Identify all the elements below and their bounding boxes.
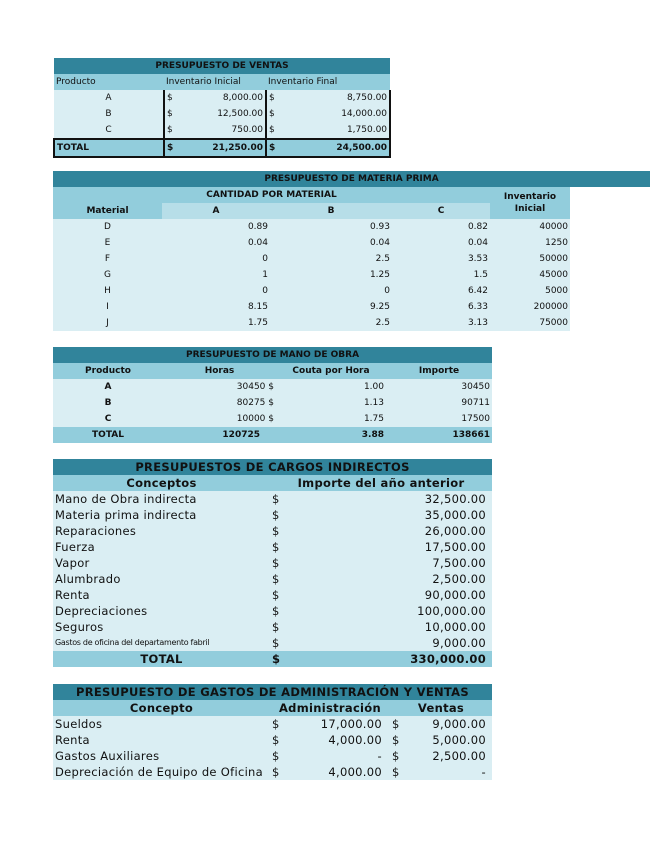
col-header: Administración xyxy=(278,701,381,715)
col-header: Importe del año anterior xyxy=(297,476,465,490)
concepto-cell: Sueldos xyxy=(55,717,103,731)
empty-cell xyxy=(570,267,650,283)
total-label: TOTAL xyxy=(140,652,183,666)
currency: $ xyxy=(392,733,400,747)
currency: $ xyxy=(272,636,280,650)
cargos-row xyxy=(53,523,492,539)
producto-cell: B xyxy=(104,398,112,408)
cargos-total-row xyxy=(53,651,492,667)
empty-cell xyxy=(570,315,650,331)
amount-cell: 17,500.00 xyxy=(424,540,487,554)
ventas-cell: - xyxy=(481,765,486,779)
material-cell: G xyxy=(104,270,111,280)
empty-cell xyxy=(570,251,650,267)
materia-row xyxy=(53,299,650,315)
cargos-row xyxy=(53,507,492,523)
col-header: Conceptos xyxy=(126,476,197,490)
cargos-row xyxy=(53,571,492,587)
value-cell: 9.25 xyxy=(369,302,390,312)
concepto-cell: Renta xyxy=(55,733,90,747)
horas-cell: 30450 $ xyxy=(236,382,274,392)
ventas-row xyxy=(54,122,390,139)
value-cell: 0 xyxy=(384,286,390,296)
empty-cell xyxy=(570,235,650,251)
amount-cell: 90,000.00 xyxy=(424,588,487,602)
mano-row xyxy=(53,395,492,411)
importe-cell: 30450 xyxy=(461,382,491,392)
amount-cell: 7,500.00 xyxy=(432,556,487,570)
total-fin: $ 24,500.00 xyxy=(266,139,390,157)
concepto-cell: Mano de Obra indirecta xyxy=(55,492,197,506)
inv-inicial-cell: $ 12,500.00 xyxy=(164,106,266,122)
materia-table xyxy=(53,171,650,331)
materia-row xyxy=(53,219,650,235)
gastos-row xyxy=(53,748,492,764)
value-cell: 45000 xyxy=(539,270,568,280)
col-header: Producto xyxy=(56,77,96,87)
currency: $ xyxy=(272,492,280,506)
ventas-table xyxy=(53,58,391,158)
total-amount: 330,000.00 xyxy=(410,652,487,666)
concepto-cell: Fuerza xyxy=(55,540,95,554)
col-header: A xyxy=(162,203,270,219)
currency: $ xyxy=(272,540,280,554)
amount-cell: 100,000.00 xyxy=(417,604,487,618)
horas-cell: 10000 $ xyxy=(236,414,274,424)
amount-cell: 10,000.00 xyxy=(424,620,487,634)
cargos-row xyxy=(53,619,492,635)
cargos-table xyxy=(53,459,492,667)
cuota-cell: 1.75 xyxy=(363,414,384,424)
concepto-cell: Gastos Auxiliares xyxy=(55,749,160,763)
empty-cell xyxy=(570,219,650,235)
value-cell: 0.04 xyxy=(247,238,268,248)
admin-cell: - xyxy=(377,749,382,763)
amount-cell: 35,000.00 xyxy=(424,508,487,522)
empty-cell xyxy=(570,299,650,315)
material-cell: H xyxy=(104,286,111,296)
currency: $ xyxy=(272,588,280,602)
col-header: B xyxy=(270,203,392,219)
horas-cell: 80275 $ xyxy=(236,398,274,408)
amount-cell: 9,000.00 xyxy=(432,636,487,650)
admin-cell: 17,000.00 xyxy=(320,717,382,731)
cargos-row xyxy=(53,555,492,571)
cargos-row xyxy=(53,635,492,651)
ventas-cell: 9,000.00 xyxy=(432,717,486,731)
concepto-cell: Renta xyxy=(55,588,90,602)
ventas-cell: 5,000.00 xyxy=(432,733,486,747)
ventas-total-row xyxy=(54,139,390,157)
currency: $ xyxy=(272,765,280,779)
gastos-title: PRESUPUESTO DE GASTOS DE ADMINISTRACIÓN Y VENTAS xyxy=(53,684,492,700)
cargos-row xyxy=(53,539,492,555)
gastos-table xyxy=(53,684,492,780)
value-cell: 8.15 xyxy=(247,302,268,312)
value-cell: 50000 xyxy=(539,254,568,264)
inv-final-cell: $ 14,000.00 xyxy=(266,106,390,122)
cargos-row xyxy=(53,587,492,603)
currency: $ xyxy=(272,572,280,586)
ventas-cell: 2,500.00 xyxy=(432,749,486,763)
mano-row xyxy=(53,411,492,427)
materia-row xyxy=(53,283,650,299)
cuota-cell: 1.13 xyxy=(363,398,384,408)
materia-row xyxy=(53,267,650,283)
value-cell: 1.5 xyxy=(473,270,488,280)
total-cuota: 3.88 xyxy=(361,430,384,440)
currency: $ xyxy=(272,717,280,731)
gastos-row xyxy=(53,716,492,732)
value-cell: 0.04 xyxy=(369,238,390,248)
currency: $ xyxy=(272,652,281,666)
currency: $ xyxy=(392,749,400,763)
total-horas: 120725 xyxy=(222,430,260,440)
col-header: Ventas xyxy=(417,701,465,715)
material-cell: E xyxy=(104,238,111,248)
importe-cell: 17500 xyxy=(461,414,491,424)
admin-cell: 4,000.00 xyxy=(328,765,382,779)
total-importe: 138661 xyxy=(452,430,491,440)
value-cell: 0.89 xyxy=(247,222,268,232)
cuota-cell: 1.00 xyxy=(363,382,384,392)
producto-cell: B xyxy=(105,109,112,119)
currency: $ xyxy=(272,620,280,634)
total-label: TOTAL xyxy=(54,139,164,157)
value-cell: 40000 xyxy=(539,222,568,232)
currency: $ xyxy=(392,717,400,731)
value-cell: 0.82 xyxy=(467,222,488,232)
concepto-cell: Seguros xyxy=(55,620,104,634)
mano-table xyxy=(53,347,492,443)
currency: $ xyxy=(272,604,280,618)
concepto-cell: Alumbrado xyxy=(55,572,121,586)
col-header: C xyxy=(392,203,490,219)
value-cell: 1 xyxy=(262,270,268,280)
concepto-cell: Depreciación de Equipo de Oficina xyxy=(55,765,263,779)
mano-title: PRESUPUESTO DE MANO DE OBRA xyxy=(53,347,492,363)
col-header: Material xyxy=(53,203,162,219)
value-cell: 0.04 xyxy=(467,238,488,248)
group-header: CANTIDAD POR MATERIAL xyxy=(53,187,490,203)
total-ini: $ 21,250.00 xyxy=(164,139,266,157)
ventas-row xyxy=(54,106,390,122)
value-cell: 3.53 xyxy=(467,254,488,264)
value-cell: 3.13 xyxy=(467,318,488,328)
gastos-row xyxy=(53,764,492,780)
currency: $ xyxy=(272,556,280,570)
concepto-cell: Gastos de oficina del departamento fabril xyxy=(55,638,210,647)
value-cell: 6.42 xyxy=(467,286,488,296)
value-cell: 1250 xyxy=(545,238,568,248)
currency: $ xyxy=(272,733,280,747)
materia-title: PRESUPUESTO DE MATERIA PRIMA xyxy=(53,171,650,187)
col-header: Producto xyxy=(85,366,131,376)
amount-cell: 2,500.00 xyxy=(432,572,487,586)
inv-final-cell: $ 8,750.00 xyxy=(266,90,390,106)
currency: $ xyxy=(392,765,400,779)
material-cell: I xyxy=(106,302,109,312)
col-header: Inventario Inicial xyxy=(166,77,241,87)
materia-row xyxy=(53,251,650,267)
value-cell: 6.33 xyxy=(467,302,488,312)
amount-cell: 32,500.00 xyxy=(424,492,487,506)
inv-final-cell: $ 1,750.00 xyxy=(266,122,390,139)
currency: $ xyxy=(272,749,280,763)
cargos-row xyxy=(53,491,492,507)
materia-row xyxy=(53,235,650,251)
concepto-cell: Materia prima indirecta xyxy=(55,508,197,522)
col-header: Inventario Final xyxy=(268,77,338,87)
mano-total-row xyxy=(53,427,492,443)
material-cell: F xyxy=(104,254,111,264)
cargos-title: PRESUPUESTOS DE CARGOS INDIRECTOS xyxy=(53,459,492,475)
col-header: Importe xyxy=(418,366,460,376)
col-header: Horas xyxy=(204,366,235,376)
producto-cell: A xyxy=(104,382,112,392)
currency: $ xyxy=(272,524,280,538)
ventas-row xyxy=(54,90,390,106)
value-cell: 75000 xyxy=(539,318,568,328)
value-cell: 0.93 xyxy=(369,222,390,232)
producto-cell: C xyxy=(104,414,112,424)
col-header: Concepto xyxy=(129,701,194,715)
inv-inicial-cell: $ 8,000.00 xyxy=(164,90,266,106)
concepto-cell: Reparaciones xyxy=(55,524,137,538)
materia-row xyxy=(53,315,650,331)
value-cell: 0 xyxy=(262,286,268,296)
value-cell: 2.5 xyxy=(375,254,390,264)
gastos-row xyxy=(53,732,492,748)
value-cell: 200000 xyxy=(533,302,568,312)
producto-cell: A xyxy=(105,93,112,103)
currency: $ xyxy=(272,508,280,522)
cargos-row xyxy=(53,603,492,619)
material-cell: J xyxy=(106,318,109,328)
mano-row xyxy=(53,379,492,395)
value-cell: 1.25 xyxy=(369,270,390,280)
inv-inicial-cell: $ 750.00 xyxy=(164,122,266,139)
concepto-cell: Vapor xyxy=(55,556,90,570)
material-cell: D xyxy=(104,222,111,232)
importe-cell: 90711 xyxy=(461,398,491,408)
col-header: Inventario Inicial xyxy=(490,187,570,219)
total-label: TOTAL xyxy=(92,430,124,440)
value-cell: 1.75 xyxy=(247,318,268,328)
value-cell: 5000 xyxy=(545,286,568,296)
amount-cell: 26,000.00 xyxy=(424,524,487,538)
empty-cell xyxy=(570,283,650,299)
ventas-title: PRESUPUESTO DE VENTAS xyxy=(54,58,390,74)
concepto-cell: Depreciaciones xyxy=(55,604,148,618)
producto-cell: C xyxy=(105,125,112,135)
col-header: Couta por Hora xyxy=(292,366,370,376)
value-cell: 0 xyxy=(262,254,268,264)
value-cell: 2.5 xyxy=(375,318,390,328)
admin-cell: 4,000.00 xyxy=(328,733,382,747)
